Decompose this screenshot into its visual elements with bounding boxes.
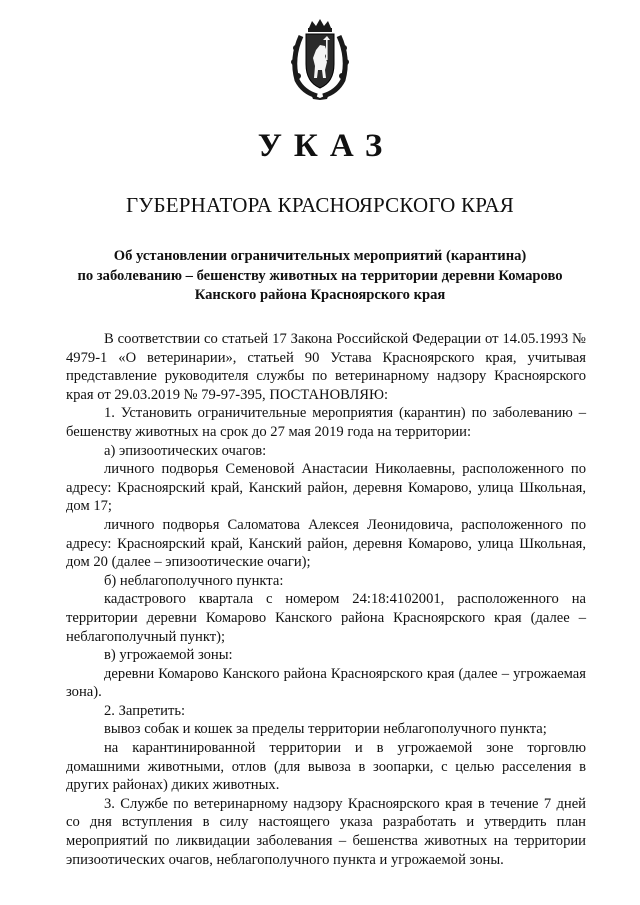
clause-1: 1. Установить ограничительные мероприятия (карантин) по заболеванию – бешенству животных на срок до 27 мая 2019 года на территории:: [66, 405, 586, 440]
clause-1c-heading: в) угрожаемой зоны:: [104, 647, 233, 664]
preamble-paragraph: В соответствии со статьей 17 Закона Российской Федерации от 14.05.1993 № 4979-1 «О ветеринарии», статьей 90 Устава Красноярского края, учитывая представление руководителя службы по ветеринарному надзору Красноярского края от 29.03.2019 № 79-97-395, ПОСТАНОВЛЯЮ:: [66, 331, 586, 403]
krasnoyarsk-coat-of-arms-icon: [287, 18, 353, 100]
subject-line: Об установлении ограничительных мероприятий (карантина): [113, 248, 527, 264]
threatened-zone: деревни Комарово Канского района Красноярского края (далее – угрожаемая зона).: [66, 665, 586, 701]
subject-line: Канского района Красноярского края: [194, 287, 446, 303]
decree-title: УКАЗ: [257, 128, 395, 164]
prohibition-1: вывоз собак и кошек за пределы территории неблагополучного пункта;: [104, 721, 547, 738]
clause-3: 3. Службе по ветеринарному надзору Красноярского края в течение 7 дней со дня вступления в силу настоящего указа разработать и утвердить план мероприятий по ликвидации заболевания – бешенства животных на территории эпизоотических очагов, неблагополучного пункта и угрожаемой зоны.: [66, 795, 586, 868]
decree-body: [66, 330, 586, 869]
clause-1b-heading: б) неблагополучного пункта:: [104, 572, 284, 589]
clause-2: 2. Запретить:: [104, 702, 186, 719]
cadastral-quarter: кадастрового квартала с номером 24:18:4102001, расположенного на территории деревни Комарово Канского района Красноярского края (далее – неблагополучный пункт);: [66, 591, 586, 645]
prohibition-2: на карантинированной территории и в угрожаемой зоне торговлю домашними животными, отлов (для вывоза в зоопарки, с целью расселения в других районах) диких животных.: [66, 740, 586, 794]
focus-address-2: личного подворья Саломатова Алексея Леонидовича, расположенного по адресу: Красноярский край, Канский район, деревня Комарово, улица Школьная, дом 20 (далее – эпизоотические очаги);: [66, 516, 586, 571]
subject-line: по заболеванию – бешенству животных на территории деревни Комарово: [77, 267, 563, 284]
focus-address-1: личного подворья Семеновой Анастасии Николаевны, расположенного по адресу: Красноярский край, Канский район, деревня Комарово, улица Школьная, дом 17;: [66, 461, 586, 515]
issuing-authority: ГУБЕРНАТОРА КРАСНОЯРСКОГО КРАЯ: [126, 193, 514, 217]
clause-1a-heading: а) эпизоотических очагов:: [104, 442, 267, 459]
decree-subject: [60, 247, 580, 306]
